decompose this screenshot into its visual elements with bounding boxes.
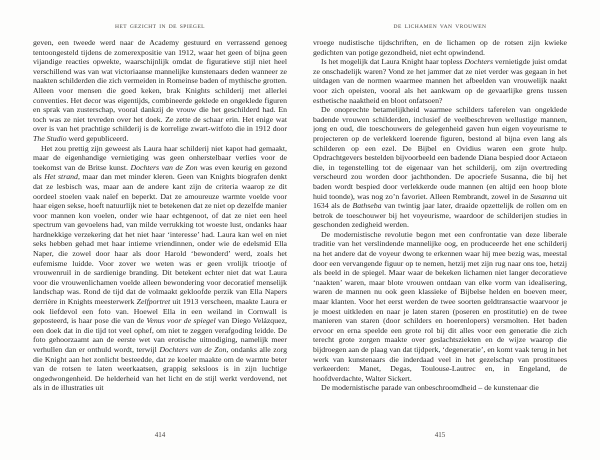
work-title-italic: Zelfportret	[136, 297, 171, 307]
paragraph: vroege nudistische tijdschriften, en de lichamen op de rotsen zijn kwieke gedichten van potige gezondheid, niet echt opwindend.	[313, 38, 567, 57]
paragraph: Is het mogelijk dat Laura Knight haar topless Dochters vernietigde juist omdat ze onschadelijk waren? Vond ze het jammer dat ze niet verder was gegaan in het uitdagen van de normen waarmee mannen het afbeelden van vrouwelijk naakt voor zich opeisten, vooral als het aankwam op de gevaarlijke grens tussen esthetische naaktheid en bloot onfatsoen?	[313, 57, 567, 105]
page-text-right	[313, 38, 567, 414]
page-number-left: 414	[154, 431, 166, 439]
paragraph: De modernistische revolutie begon met een confrontatie van deze liberale traditie van het verslindende mannelijke oog, en produceerde het ene schilderij na het andere dat de voyeur dwong te erkennen waar hij mee bezig was, meestal door een vervangende figuur op te nemen, hetzij met zijn rug naar ons toe, hetzij als beeld in de spiegel. Maar waar de bekeken lichamen niet langer decoratieve ‘naakten’ waren, maar blote vrouwen ontdaan van elke vorm van idealisering, waren de mannen nu ook geen klassieke of Bijbelse helden en boeven meer, maar klanten. Voor het eerst werden de twee soorten geldtransactie waarvoor je je moest uitkleden en naar je laten staren (poseren en prostitutie) en de twee manieren van staren (door schilders en hoerenlopers) versmolten. Het baden ervoor en erna speelde een grote rol bij dit alles voor een generatie die zich terecht grote zorgen maakte over geslachtsziekten en de wijze waarop die bijdroegen aan de plaag van dat tijdperk, ‘degeneratie’, en komt vaak terug in het werk van kunstenaars die inderdaad veel in het gezelschap van prostituees verkeerden: Manet, Degas, Toulouse-Lautrec en, in Engeland, de hoofdverdachte, Walter Sickert.	[313, 229, 567, 383]
work-title-italic: Dochters	[464, 57, 493, 67]
paragraph: De onoprechte betamelijkheid waarmee schilders taferelen van ongeklede badende vrouwen schilderden, inclusief de veelbeschreven wellustige mannen, jong en oud, die toeschouwers de gelegenheid gaven hun eigen voyeurisme te projecteren op de verlekkerd loerende figuren, bestond al bijna even lang als schilderen op een ezel. De Bijbel en Ovidius waren een grote hulp. Opdrachtgevers bestelden bijvoorbeeld een badende Diana bespied door Actaeon die, in tegenstelling tot de eigenaar van het schilderij, om zijn overtreding verscheurd zou worden door jachthonden. De apocriefe Susanna, die bij het baden wordt bespied door verlekkerde oude mannen (en altijd een hoop blote huid toonde), was nog zo’n favoriet. Alleen Rembrandt, zowel in de Susanna uit 1634 als de Bathseba van twintig jaar later, draaide opzettelijk de rollen om en betrok de toeschouwer bij het voyeurisme, waardoor de schilderijen studies in geschonden zedigheid werden.	[313, 105, 567, 230]
work-title-italic: Dochters van de Zon	[159, 345, 227, 354]
work-title-italic: Bathseba	[352, 201, 382, 211]
work-title-italic: Susanna	[530, 191, 557, 201]
paragraph: Het zou prettig zijn geweest als Laura haar schilderij niet kapot had gemaakt, maar de eigenhandige vernietiging was geen onherstelbaar verlies voor de toekomst van de Britse kunst. Dochters van de Zon was even keurig en gezond als Het strand, maar dan met minder kleren. Geen van Knights biografen denkt dat ze lesbisch was, maar aan de andere kant zijn de criteria waarop ze dit oordeel stoelen vaak naïef en beperkt. Dat ze amoureuze warmte voelde voor haar eigen sekse, hoeft natuurlijk niet te betekenen dat ze niet op dezelfde manier voor mannen kon voelen, onder wie haar echtgenoot, of dat ze niet een heel spectrum van gevoelens had, van milde verrukking tot woeste lust, ondanks haar hardnekkige verzekering dat het niet haar ‘interesse’ had. Laura kan wel en niet seks hebben gehad met haar intieme vriendinnen, onder wie de edelsmid Ella Naper, die zowel door haar als door Harold ‘bewonderd’ werd, zoals het eufemisme luidde. Voor zover we weten was er geen vrolijk triootje of vrouwenruil in de sardienige branding. Dit betekent echter niet dat wat Laura voor die vrouwenlichamen voelde alleen bewondering voor decoratief menselijk landschap was. Rond de tijd dat de volmaakt gekloofde perzik van Ella Napers derrière in Knights meesterwerk Zelfportret uit 1913 verscheen, maakte Laura er ook liefdevol een foto van. Hoewel Ella in een weiland in Cornwall is geposteerd, is haar pose die van de Venus voor de spiegel van Diego Velázquez, een doek dat in die tijd tot veel ophef, om niet te zeggen verafgoding leidde. De foto gehoorzaamt aan de eerste wet van erotische uitnodiging, namelijk meer verhullen dan er onthuld wordt, terwijl Dochters van de Zon, ondanks alle zorg die Knight aan het zonlicht besteedde, dat ze koeler maakte om de warmte beter van de rotsen te laten weerkaatsen, grappig seksloos is in zijn luchtige ongedwongenheid. De helderheid van het licht en de stijl werkt verdovend, net als in de illustraties uit	[33, 143, 287, 393]
work-title-italic: Het strand	[44, 172, 78, 182]
running-header-right: DE LICHAMEN VAN VROUWEN	[393, 24, 487, 30]
paragraph: De modernistische parade van onbeschroomdheid – de kunstenaar die	[321, 383, 539, 393]
page-left	[33, 0, 287, 460]
page-text-left	[33, 38, 287, 414]
work-title-italic: The Studio	[33, 133, 67, 143]
running-header-left: HET GEZICHT IN DE SPIEGEL	[115, 24, 205, 30]
paragraph: geven, een tweede werd naar de Academy gestuurd en verrassend genoeg tentoongesteld tijdens de zomerexpositie van 1912, waar het geen of bijna geen vijandige reacties opwekte, waarschijnlijk omdat de figuratieve stijl niet heel verschillend was van wat victoriaanse mannelijke kunstenaars deden wanneer ze naakten schilderden die zich vermeiden in Romeinse baden of mythische grotten. Alleen voor mensen die goed keken, brak Knights schilderij met allerlei conventies. Het decor was eigentijds, combineerde geklede en ongeklede figuren en sprak van zusterschap, vooral dankzij de vrouw die het geschilderd had. En toch was ze niet tevreden over het doek. Ze zette de schaar erin. Het enige wat over is van het prachtige schilderij is de korrelige zwart-witfoto die in 1912 door The Studio werd gepubliceerd.	[33, 38, 287, 143]
work-title-italic: Venus voor de spiegel	[146, 316, 216, 326]
page-right	[313, 0, 567, 460]
work-title-italic: Dochters van de Zon	[130, 162, 198, 172]
page-number-right: 415	[434, 431, 446, 439]
